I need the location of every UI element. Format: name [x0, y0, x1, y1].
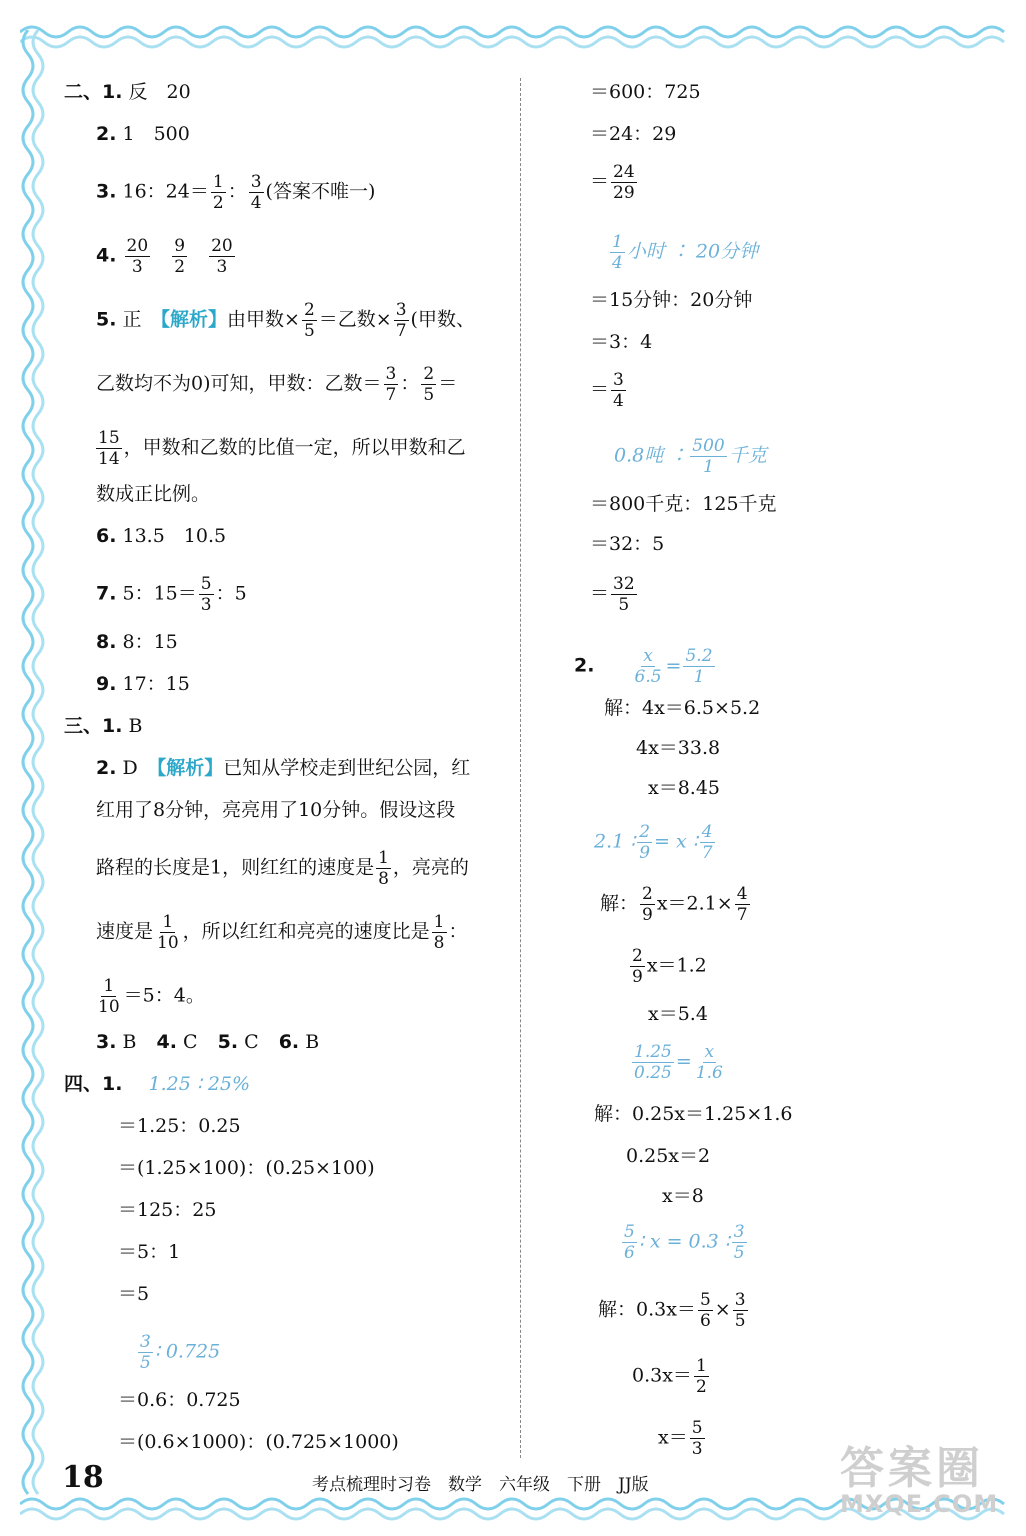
handwritten-equation: $\frac{1.25}{0.25}$ = $\frac{x}{1.6}$	[634, 1042, 723, 1083]
section-2-item-5-line-4: 数成正比例。	[96, 483, 211, 505]
step-line: ＝600：725	[590, 81, 701, 103]
left-wave-border	[14, 30, 54, 1510]
equation-step: 解： $\frac{2}{9}$ x＝2.1× $\frac{4}{7}$	[600, 884, 748, 925]
section-2-item-4: 4. $\frac{20}{3}$ $\frac{9}{2}$ $\frac{20}{3}$	[96, 236, 233, 277]
handwritten-ratio: $\frac{1}{4}$ 小时 ∶ 20分钟	[612, 232, 759, 273]
section-2-item-6: 6. 13.5 10.5	[96, 525, 227, 547]
handwritten-ratio: 1.25 ∶ 25%	[148, 1073, 251, 1095]
section-2-item-8: 8. 8：15	[96, 631, 178, 653]
question-2-header: 2. $\frac{x}{6.5}$ = $\frac{5.2}{1}$	[574, 646, 713, 687]
equation-step: x＝8.45	[648, 777, 721, 799]
equation-step: x＝ $\frac{5}{3}$	[658, 1418, 703, 1459]
step-line: ＝ $\frac{3}{4}$	[590, 370, 624, 411]
section-2-item-5-line-3: $\frac{15}{14}$ ，甲数和乙数的比值一定，所以甲数和乙	[98, 428, 466, 469]
section-2-item-2: 2. 1 500	[96, 123, 190, 145]
analysis-tag: 【解析】	[156, 757, 224, 779]
step-line: ＝(0.6×1000)：(0.725×1000)	[118, 1431, 399, 1453]
section-4-item-1: 四、1. 1.25 ∶ 25%	[64, 1073, 251, 1095]
page-number: 18	[62, 1460, 104, 1495]
section-2-item-7: 7. 5：15＝ $\frac{5}{3}$ ：5	[96, 574, 247, 615]
step-line: ＝32：5	[590, 533, 665, 555]
equation-step: 解：0.3x＝ $\frac{5}{6}$ × $\frac{3}{5}$	[598, 1290, 746, 1331]
section-3-item-2-line-3: 路程的长度是1，则红红的速度是 $\frac{1}{8}$ ，亮亮的	[96, 848, 469, 889]
step-line: ＝(1.25×100)：(0.25×100)	[118, 1157, 375, 1179]
section-2-item-3: 3. 16：24＝ $\frac{1}{2}$ ： $\frac{3}{4}$ (答案不唯一)	[96, 172, 376, 213]
step-line: ＝800千克：125千克	[590, 493, 777, 515]
step-line: ＝ $\frac{32}{5}$	[590, 574, 635, 615]
equation-step: x＝8	[662, 1185, 704, 1207]
step-line: ＝5：1	[118, 1241, 181, 1263]
step-line: ＝24：29	[590, 123, 677, 145]
handwritten-equation: 2.1 ∶ $\frac{2}{9}$ = x ∶ $\frac{4}{7}$	[594, 822, 713, 863]
column-divider	[520, 78, 521, 1458]
section-3-item-2-line-1: 2. D 【解析】已知从学校走到世纪公园，红	[96, 757, 471, 779]
section-3-item-1: 三、1. B	[64, 715, 143, 737]
step-line: ＝125：25	[118, 1199, 217, 1221]
step-line: ＝1.25：0.25	[118, 1115, 241, 1137]
section-2-item-9: 9. 17：15	[96, 673, 190, 695]
section-2-item-5-line-2: 乙数均不为0)可知，甲数：乙数＝ $\frac{3}{7}$ ： $\frac{2}{5}$ ＝	[96, 364, 458, 405]
section-header: 二、	[64, 81, 103, 103]
section-3-item-2-line-4: 速度是 $\frac{1}{10}$ ，所以红红和亮亮的速度比是 $\frac{1}{8}$ ：	[96, 912, 468, 953]
equation-step: $\frac{2}{9}$ x＝1.2	[632, 946, 707, 987]
equation-step: x＝5.4	[648, 1003, 708, 1025]
section-3-item-2-line-2: 红用了8分钟，亮亮用了10分钟。假设这段	[96, 799, 456, 821]
step-line: ＝5	[118, 1283, 150, 1305]
section-3-items-3-6: 3. B 4. C 5. C 6. B	[96, 1031, 320, 1053]
step-line: ＝15分钟：20分钟	[590, 289, 753, 311]
book-title: 考点梳理时习卷 数学 六年级 下册 JJ版	[312, 1475, 649, 1495]
top-wave-border	[20, 18, 1005, 58]
section-2-item-1: 二、1. 反 20	[64, 81, 191, 103]
analysis-tag: 【解析】	[160, 308, 228, 331]
equation-step: 解：4x＝6.5×5.2	[604, 697, 761, 719]
equation-step: 4x＝33.8	[636, 737, 721, 759]
step-line: ＝ $\frac{24}{29}$	[590, 162, 635, 203]
handwritten-ratio: 0.8吨 ∶ $\frac{500}{1}$ 千克	[614, 436, 767, 477]
step-line: ＝0.6：0.725	[118, 1389, 241, 1411]
section-2-item-5-line-1: 5. 正 【解析】由甲数× $\frac{2}{5}$ ＝乙数× $\frac{3}{7}$ (甲数、	[96, 300, 475, 341]
equation-step: 0.25x＝2	[626, 1145, 711, 1167]
equation-step: 0.3x＝ $\frac{1}{2}$	[632, 1356, 707, 1397]
step-line: ＝3：4	[590, 331, 653, 353]
equation-step: 解：0.25x＝1.25×1.6	[594, 1103, 793, 1125]
section-3-item-2-line-5: $\frac{1}{10}$ ＝5：4。	[98, 976, 205, 1017]
watermark-logo: 答案圈 MXQE.COM	[840, 1443, 999, 1518]
handwritten-ratio: $\frac{3}{5}$ ∶ 0.725	[140, 1332, 221, 1373]
handwritten-equation: $\frac{5}{6}$ ∶ x = 0.3 ∶ $\frac{3}{5}$	[624, 1222, 745, 1263]
